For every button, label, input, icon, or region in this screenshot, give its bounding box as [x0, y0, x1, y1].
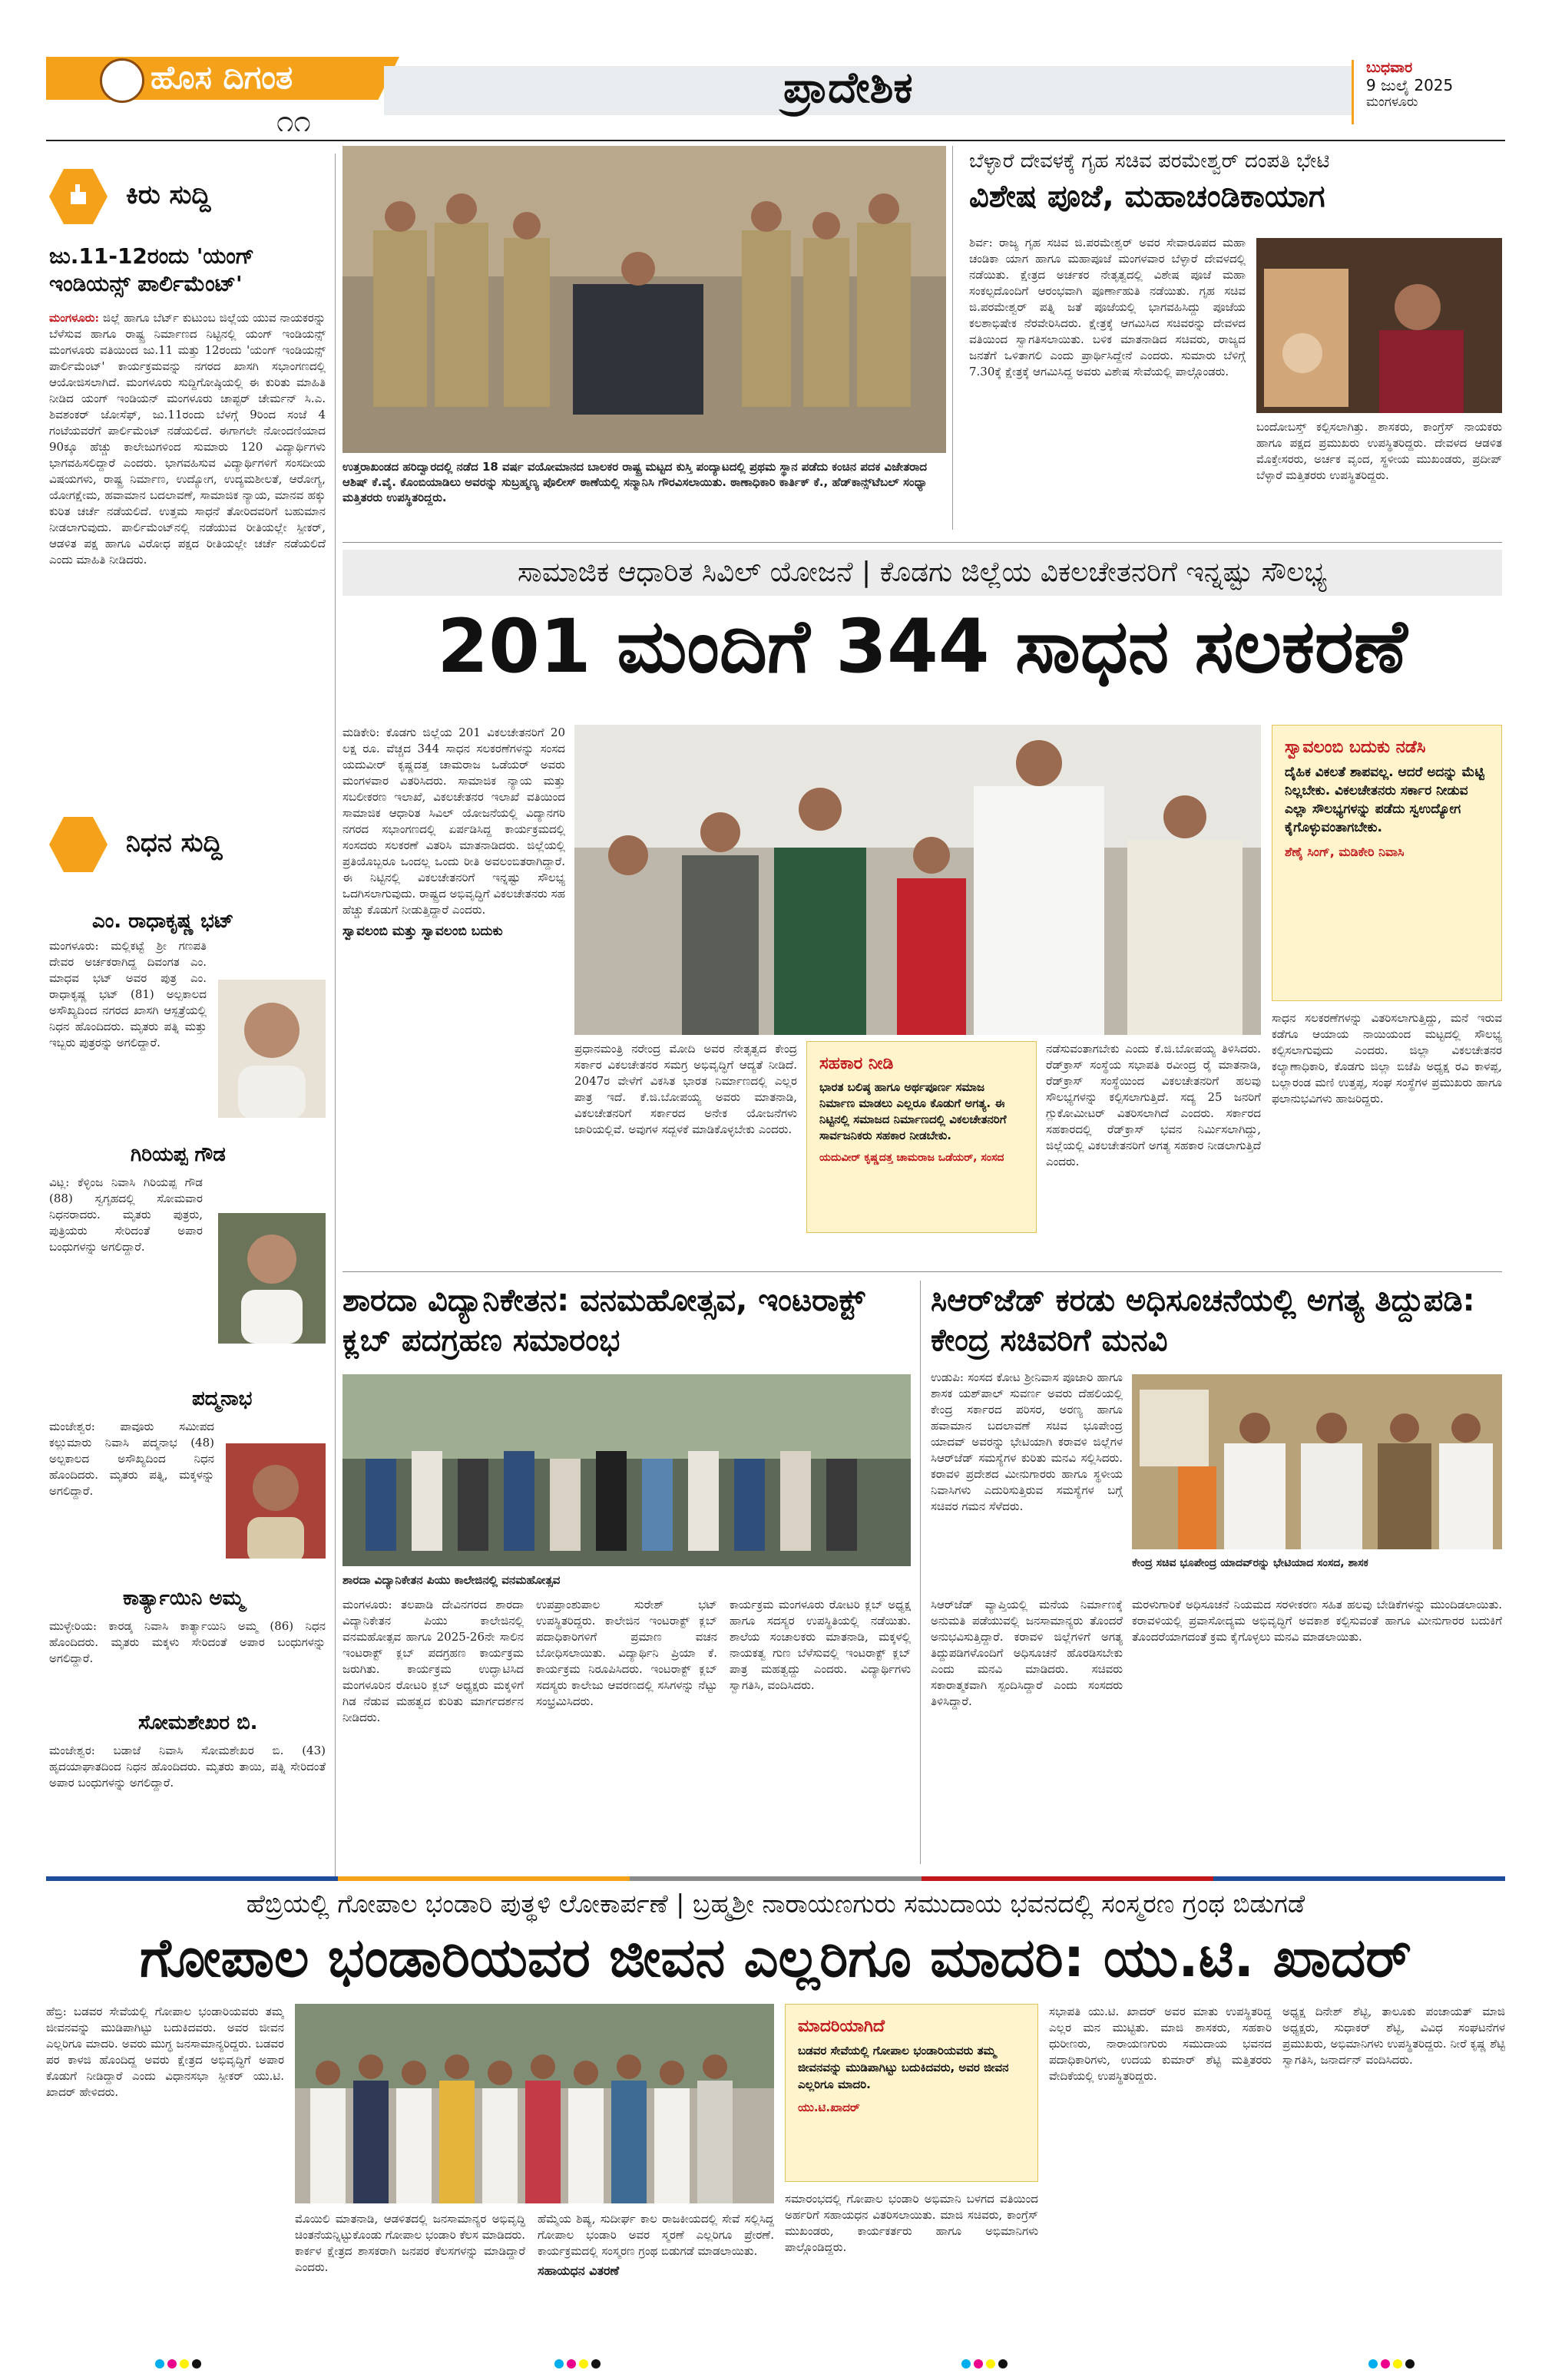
main-body-2: ಪ್ರಧಾನಮಂತ್ರಿ ನರೇಂದ್ರ ಮೋದಿ ಅವರ ನೇತೃತ್ವದ ಕೇಂದ್ರ ಸರ್ಕಾರ ವಿಕಲಚೇತನರ ಸಮಗ್ರ ಅಭಿವೃದ್ಧಿಗೆ ಆದ್ಯತೆ ನೀಡಿದೆ. 2047ರ ವೇಳೆಗೆ ವಿಕಸಿತ ಭಾರತ ನಿರ್ಮಾಣದಲ್ಲಿ ಎಲ್ಲರ ಪಾತ್ರ ಇದೆ. ಕೆ.ಜಿ.ಬೋಪಯ್ಯ ಅವರು ಮಾತನಾಡಿ, ವಿಕಲಚೇತನರಿಗೆ ಸರ್ಕಾರದ ಅನೇಕ ಯೋಜನೆಗಳು ಜಾರಿಯಲ್ಲಿವೆ. ಅವುಗಳ ಸದ್ಬಳಕೆ ಮಾಡಿಕೊಳ್ಳಬೇಕು ಎಂದರು.: [574, 1042, 797, 1136]
temple-headline: ವಿಶೇಷ ಪೂಜೆ, ಮಹಾಚಂಡಿಕಾಯಾಗ: [969, 179, 1325, 214]
temple-body-left: ಶಿರ್ವ: ರಾಜ್ಯ ಗೃಹ ಸಚಿವ ಜಿ.ಪರಮೇಶ್ವರ್ ಅವರ ಸೇವಾರೂಪದ ಮಹಾ ಚಂಡಿಕಾ ಯಾಗ ಹಾಗೂ ಮಹಾಪೂಜೆ ಮಂಗಳವಾರ ಬೆಳ್ಳಾರೆ ದೇವಳದಲ್ಲಿ ನಡೆಯಿತು. ಕ್ಷೇತ್ರದ ಅರ್ಚಕರ ನೇತೃತ್ವದಲ್ಲಿ ವಿಶೇಷ ಪೂಜೆ ಮಹಾ ಸಂಕಲ್ಪದೊಂದಿಗೆ ಆರಂಭವಾಗಿ ಪೂರ್ಣಾಹುತಿ ನಡೆಯಿತು. ಗೃಹ ಸಚಿವ ಜಿ.ಪರಮೇಶ್ವರ್ ಪತ್ನಿ ಜತೆ ಪೂಜೆಯಲ್ಲಿ ಭಾಗವಹಿಸಿದ್ದು ಪೂಜೆಯ ಕಲಶಾಭಿಷೇಕ ನೆರವೇರಿಸಿದರು. ಕ್ಷೇತ್ರಕ್ಕೆ ಆಗಮಿಸಿದ ಸಚಿವರನ್ನು ದೇವಳದ ವತಿಯಿಂದ ಸ್ವಾಗತಿಸಲಾಯಿತು. ಬಳಿಕ ಮಾತನಾಡಿದ ಸಚಿವರು, ರಾಜ್ಯದ ಜನತೆಗೆ ಒಳಿತಾಗಲಿ ಎಂದು ಪ್ರಾರ್ಥಿಸಿದ್ದೇನೆ ಎಂದರು. ಸುಮಾರು ಬೆಳಿಗ್ಗೆ 7.30ಕ್ಕೆ ಕ್ಷೇತ್ರಕ್ಕೆ ಆಗಮಿಸಿದ್ದ ಅವರು ವಿಶೇಷ ಸೇವೆಯಲ್ಲಿ ಪಾಲ್ಗೊಂಡರು.: [969, 236, 1246, 378]
main-body-1: [342, 725, 565, 1262]
main-headline: 201 ಮಂದಿಗೆ 344 ಸಾಧನ ಸಲಕರಣೆ: [437, 603, 1408, 689]
bottom-body-4: ಸಮಾರಂಭದಲ್ಲಿ ಗೋಪಾಲ ಭಂಡಾರಿ ಅಭಿಮಾನಿ ಬಳಗದ ವತಿಯಿಂದ ಅರ್ಹರಿಗೆ ಸಹಾಯಧನ ವಿತರಿಸಲಾಯಿತು. ಮಾಜಿ ಸಚಿವರು, ಕಾಂಗ್ರೆಸ್ ಮುಖಂಡರು, ಕಾರ್ಯಕರ್ತರು ಹಾಗೂ ಅಭಿಮಾನಿಗಳು ಪಾಲ್ಗೊಂಡಿದ್ದರು.: [785, 2192, 1038, 2254]
main-story-bottom-rule: [342, 1271, 1502, 1272]
quote-sahakara-body: ಭಾರತ ಬಲಿಷ್ಠ ಹಾಗೂ ಅರ್ಥಪೂರ್ಣ ಸಮಾಜ ನಿರ್ಮಾಣ ಮಾಡಲು ಎಲ್ಲರೂ ಕೊಡುಗೆ ಅಗತ್ಯ. ಈ ನಿಟ್ಟಿನಲ್ಲಿ ಸಮಾಜದ ನಿರ್ಮಾಣದಲ್ಲಿ ವಿಕಲಚೇತನರಿಗೆ ಸಾರ್ವಜನಿಕರು ಸಹಕಾರ ನೀಡಬೇಕು.: [819, 1080, 1007, 1142]
crz-photo: [1132, 1374, 1502, 1549]
registration-dots-right: [1367, 2357, 1416, 2372]
bottom-body-2: ಮೊಯಿಲಿ ಮಾತನಾಡಿ, ಆಡಳಿತದಲ್ಲಿ ಜನಸಾಮಾನ್ಯರ ಅಭಿವೃದ್ಧಿ ಚಿಂತನೆಯನ್ನಿಟ್ಟುಕೊಂಡು ಗೋಪಾಲ ಭಂಡಾರಿ ಕೆಲಸ ಮಾಡಿದರು. ಕಾರ್ಕಳ ಕ್ಷೇತ್ರದ ಶಾಸಕರಾಗಿ ಜನಪರ ಕೆಲಸಗಳನ್ನು ಮಾಡಿದ್ದಾರೆ ಎಂದರು.: [295, 2212, 525, 2274]
crz-caption: ಕೇಂದ್ರ ಸಚಿವ ಭೂಪೇಂದ್ರ ಯಾದವ್‌ರನ್ನು ಭೇಟಿಯಾದ ಸಂಸದ, ಶಾಸಕ: [1132, 1557, 1368, 1569]
temple-photo: [1256, 238, 1502, 413]
quote-swavalambi-by: ಶೆಣೈ ಸಿಂಗ್, ಮಡಿಕೇರಿ ನಿವಾಸಿ: [1285, 845, 1405, 859]
quote-madari-title: ಮಾದರಿಯಾಗಿದೆ: [798, 2017, 885, 2036]
main-subhead: ಸ್ವಾವಲಂಬಿ ಮತ್ತು ಸ್ವಾವಲಂಬಿ ಬದುಕು: [342, 924, 503, 939]
registration-dots-mid1: [553, 2357, 602, 2372]
quote-sahakara-by: ಯದುವೀರ್ ಕೃಷ್ಣದತ್ತ ಚಾಮರಾಜ ಒಡೆಯರ್, ಸಂಸದ: [819, 1152, 1004, 1164]
bottom-photo: [295, 2004, 774, 2203]
obit-photo-3: [226, 1443, 326, 1559]
bottom-body-3: [538, 2211, 774, 2342]
sharada-photo: [342, 1374, 911, 1566]
quote-sahakara: [806, 1041, 1037, 1233]
temple-body-right: ಬಂದೋಬಸ್ತ್ ಕಲ್ಪಿಸಲಾಗಿತ್ತು. ಶಾಸಕರು, ಕಾಂಗ್ರೆಸ್ ನಾಯಕರು ಹಾಗೂ ಪಕ್ಷದ ಪ್ರಮುಖರು ಉಪಸ್ಥಿತರಿದ್ದರು. ದೇವಳದ ಆಡಳಿತ ಮೊಕ್ತೇಸರರು, ಅರ್ಚಕ ವೃಂದ, ಸ್ಥಳೀಯ ಮುಖಂಡರು, ಪ್ರದೀಪ್ ಬೆಳ್ಳಾರೆ ಮತ್ತಿತರರು ಉಪಸ್ಥಿತರಿದ್ದರು.: [1256, 420, 1502, 482]
quote-swavalambi: [1272, 725, 1502, 1001]
police-caption: ಉತ್ತರಾಖಂಡದ ಹರಿದ್ವಾರದಲ್ಲಿ ನಡೆದ 18 ವರ್ಷ ವಯೋಮಾನದ ಬಾಲಕರ ರಾಷ್ಟ್ರ ಮಟ್ಟದ ಕುಸ್ತಿ ಪಂದ್ಯಾಟದಲ್ಲಿ ಪ್ರಥಮ ಸ್ಥಾನ ಪಡೆದು ಕಂಚಿನ ಪದಕ ವಿಜೇತರಾದ ಆಶಿಷ್ ಕೆ.ವೈ. ಕೊಂಬಿಯಾಡಿಲು ಅವರನ್ನು ಸುಬ್ರಹ್ಮಣ್ಯ ಪೊಲೀಸ್ ಠಾಣೆಯಲ್ಲಿ ಸನ್ಮಾನಿಸಿ ಗೌರವಿಸಲಾಯಿತು. ಠಾಣಾಧಿಕಾರಿ ಕಾರ್ತಿಕ್ ಕೆ., ಹೆಡ್‌ಕಾನ್ಸ್‌ಟೆಬಲ್ ಸಂಧ್ಯಾ ಮತ್ತಿತರರು ಉಪಸ್ಥಿತರಿದ್ದರು.: [342, 460, 928, 504]
obit-text-3: ಮಂಜೇಶ್ವರ: ಪಾವೂರು ಸಮೀಪದ ಕಲ್ಲುಮಾರು ನಿವಾಸಿ ಪದ್ಮನಾಭ (48) ಅಲ್ಪಕಾಲದ ಅಸೌಖ್ಯದಿಂದ ನಿಧನ ಹೊಂದಿದರು. ಮೃತರು ಪತ್ನಿ, ಮಕ್ಕಳನ್ನು ಅಗಲಿದ್ದಾರೆ.: [49, 1420, 214, 1498]
main-body-4: ಸಾಧನ ಸಲಕರಣೆಗಳನ್ನು ವಿತರಿಸಲಾಗುತ್ತಿದ್ದು, ಮನೆ ಇರುವ ಕಡೆಗೂ ಆಯಾಯ ನಾಯಿಯಂದ ಮಟ್ಟದಲ್ಲಿ ಸೌಲಭ್ಯ ಕಲ್ಪಿಸಲಾಗುವುದು ಎಂದರು. ಜಿಲ್ಲಾ ವಿಕಲಚೇತನರ ಕಲ್ಯಾಣಾಧಿಕಾರಿ, ಕೊಡಗು ಜಿಲ್ಲಾ ಬಿಜೆಪಿ ಅಧ್ಯಕ್ಷ ರವಿ ಕಾಳಪ್ಪ, ಬಲ್ಲಾರಂಡ ಮಣಿ ಉತ್ತಪ್ಪ, ಸಂಘ ಸಂಸ್ಥೆಗಳ ಪ್ರಮುಖರು ಹಾಗೂ ಫಲಾನುಭವಿಗಳು ಹಾಜರಿದ್ದರು.: [1272, 1011, 1502, 1106]
obit-text-1: ಮಂಗಳೂರು: ಮಲ್ಲಿಕಟ್ಟೆ ಶ್ರೀ ಗಣಪತಿ ದೇವರ ಅರ್ಚಕರಾಗಿದ್ದ ದಿವಂಗತ ಎಂ. ಮಾಧವ ಭಟ್ ಅವರ ಪುತ್ರ ಎಂ. ರಾಧಾಕೃಷ್ಣ ಭಟ್ (81) ಅಲ್ಪಕಾಲದ ಅಸೌಖ್ಯದಿಂದ ನಗರದ ಖಾಸಗಿ ಆಸ್ಪತ್ರೆಯಲ್ಲಿ ನಿಧನ ಹೊಂದಿದರು. ಮೃತರು ಪತ್ನಿ ಮತ್ತು ಇಬ್ಬರು ಪುತ್ರರನ್ನು ಅಗಲಿದ್ದಾರೆ.: [49, 939, 207, 1050]
quote-madari: [785, 2004, 1038, 2182]
kiru-text: ಜಿಲ್ಲೆ ಹಾಗೂ ಬೆರ್ಟ್ ಕುಟುಂಬ ಜಿಲ್ಲೆಯ ಯುವ ನಾಯಕರನ್ನು ಬೆಳೆಸುವ ಹಾಗೂ ರಾಷ್ಟ್ರ ನಿರ್ಮಾಣದ ನಿಟ್ಟಿನಲ್ಲಿ ಯಂಗ್ ಇಂಡಿಯನ್ಸ್ ಮಂಗಳೂರು ವತಿಯಿಂದ ಜು.11 ಮತ್ತು 12ರಂದು 'ಯಂಗ್ ಇಂಡಿಯನ್ಸ್ ಪಾರ್ಲಿಮೆಂಟ್' ಕಾರ್ಯಕ್ರಮವನ್ನು ನಗರದ ಖಾಸಗಿ ಸಭಾಂಗಣದಲ್ಲಿ ಆಯೋಜಿಸಲಾಗಿದೆ. ಮಂಗಳೂರು ಸುದ್ದಿಗೋಷ್ಠಿಯಲ್ಲಿ ಈ ಕುರಿತು ಮಾಹಿತಿ ನೀಡಿದ ಯಂಗ್ ಇಂಡಿಯನ್ ಮಂಗಳೂರು ಚಾಪ್ಟರ್ ಚೇರ್ಮನ್ ಸಿ.ಎ. ಶಿವಶಂಕರ್ ಜೋಸೆಫ್, ಜು.11ರಂದು ಬೆಳಗ್ಗೆ 9ರಿಂದ ಸಂಜೆ 4 ಗಂಟೆಯವರೆಗೆ ಪಾರ್ಲಿಮೆಂಟ್ ನಡೆಯಲಿದೆ. ಈಗಾಗಲೇ ನೋಂದಣಿಯಾದ 90ಕ್ಕೂ ಹೆಚ್ಚು ಕಾಲೇಜುಗಳಿಂದ ಸುಮಾರು 120 ವಿದ್ಯಾರ್ಥಿಗಳು ಭಾಗವಹಿಸಲಿದ್ದಾರೆ ಎಂದರು. ಭಾಗವಹಿಸುವ ವಿದ್ಯಾರ್ಥಿಗಳಿಗೆ ಸಂಸದೀಯ ವಿಷಯಗಳು, ರಾಷ್ಟ್ರ ನಿರ್ಮಾಣ, ಉದ್ಯೋಗ, ಉದ್ಯಮಶೀಲತೆ, ಆರೋಗ್ಯ, ಯೋಗಕ್ಷೇಮ, ಹವಾಮಾನ ಬದಲಾವಣೆ, ಸಾಮಾಜಿಕ ನ್ಯಾಯ, ಮಾನವ ಹಕ್ಕು ಕುರಿತ ಚರ್ಚೆ ನಡೆಯಲಿದೆ. ಉತ್ತಮ ಸಾಧನೆ ತೋರಿದವರಿಗೆ ಬಹುಮಾನ ನೀಡಲಾಗುವುದು. ಪಾರ್ಲಿಮೆಂಟ್‌ನಲ್ಲಿ ನಡೆಯುವ ರೀತಿಯಲ್ಲೇ ಸ್ಪೀಕರ್, ಆಡಳಿತ ಪಕ್ಷ ಹಾಗೂ ವಿರೋಧ ಪಕ್ಷದ ರೀತಿಯಲ್ಲೇ ಚರ್ಚೆ ನಡೆಯಲಿದೆ ಎಂದು ಮಾಹಿತಿ ನೀಡಿದರು.: [49, 311, 326, 567]
date-block: [1352, 60, 1520, 124]
section-title: ಪ್ರಾದೇಶಿಕ: [783, 63, 913, 113]
registration-dots-mid2: [960, 2357, 1009, 2372]
kiru-headline: ಜು.11-12ರಂದು 'ಯಂಗ್ ಇಂಡಿಯನ್ಸ್ ಪಾರ್ಲಿಮೆಂಟ್': [49, 243, 255, 296]
masthead: [46, 45, 1505, 137]
bottom-body-3-text: ಹೆಮ್ಮೆಯ ಶಿಷ್ಯ, ಸುದೀರ್ಘ ಕಾಲ ರಾಜಕೀಯದಲ್ಲಿ ಸೇವೆ ಸಲ್ಲಿಸಿದ್ದ ಗೋಪಾಲ ಭಂಡಾರಿ ಅವರ ಸ್ಮರಣೆ ಎಲ್ಲರಿಗೂ ಪ್ರೇರಣೆ. ಕಾರ್ಯಕ್ರಮದಲ್ಲಿ ಸಂಸ್ಮರಣ ಗ್ರಂಥ ಬಿಡುಗಡೆ ಮಾಡಲಾಯಿತು.: [538, 2212, 774, 2258]
date-day: ಬುಧವಾರ: [1366, 59, 1413, 76]
crz-body-mid: ಸಿಆರ್‌ಜೆಡ್ ವ್ಯಾಪ್ತಿಯಲ್ಲಿ ಮನೆಯ ನಿರ್ಮಾಣಕ್ಕೆ ಅನುಮತಿ ಪಡೆಯುವಲ್ಲಿ ಜನಸಾಮಾನ್ಯರು ತೊಂದರೆ ಅನುಭವಿಸುತ್ತಿದ್ದಾರೆ. ಕರಾವಳಿ ಜಿಲ್ಲೆಗಳಿಗೆ ಅಗತ್ಯ ತಿದ್ದುಪಡಿಗಳೊಂದಿಗೆ ಅಧಿಸೂಚನೆ ಹೊರಡಿಸಬೇಕು ಎಂದು ಮನವಿ ಮಾಡಿದರು. ಸಚಿವರು ಸಕಾರಾತ್ಮಕವಾಗಿ ಸ್ಪಂದಿಸಿದ್ದಾರೆ ಎಂದು ಸಂಸದರು ತಿಳಿಸಿದ್ದಾರೆ.: [931, 1598, 1123, 1708]
crz-body-left: ಉಡುಪಿ: ಸಂಸದ ಕೋಟ ಶ್ರೀನಿವಾಸ ಪೂಜಾರಿ ಹಾಗೂ ಶಾಸಕ ಯಶ್‌ಪಾಲ್ ಸುವರ್ಣ ಅವರು ದೆಹಲಿಯಲ್ಲಿ ಕೇಂದ್ರ ಸರ್ಕಾರದ ಪರಿಸರ, ಅರಣ್ಯ ಹಾಗೂ ಹವಾಮಾನ ಬದಲಾವಣೆ ಸಚಿವ ಭೂಪೇಂದ್ರ ಯಾದವ್ ಅವರನ್ನು ಭೇಟಿಯಾಗಿ ಕರಾವಳಿ ಜಿಲ್ಲೆಗಳ ಸಿಆರ್‌ಜೆಡ್ ಸಮಸ್ಯೆಗಳ ಕುರಿತು ಮನವಿ ಸಲ್ಲಿಸಿದರು. ಕರಾವಳಿ ಪ್ರದೇಶದ ಮೀನುಗಾರರು ಹಾಗೂ ಸ್ಥಳೀಯ ನಿವಾಸಿಗಳು ಎದುರಿಸುತ್ತಿರುವ ಸಮಸ್ಯೆಗಳ ಬಗ್ಗೆ ಸಚಿವರ ಗಮನ ಸೆಳೆದರು.: [931, 1370, 1123, 1513]
paper-logo: [46, 52, 384, 139]
quote-sahakara-title: ಸಹಕಾರ ನೀಡಿ: [819, 1054, 894, 1073]
date-city: ಮಂಗಳೂರು: [1366, 94, 1418, 110]
quote-swavalambi-body: ದೈಹಿಕ ವಿಕಲತೆ ಶಾಪವಲ್ಲ. ಆದರೆ ಅದನ್ನು ಮೆಟ್ಟಿ ನಿಲ್ಲಬೇಕು. ವಿಕಲಚೇತನರು ಸರ್ಕಾರ ನೀಡುವ ಎಲ್ಲಾ ಸೌಲಭ್ಯಗಳನ್ನು ಪಡೆದು ಸ್ವಉದ್ಯೋಗ ಕೈಗೊಳ್ಳುವಂತಾಗಬೇಕು.: [1285, 765, 1484, 835]
bottom-headline: ಗೋಪಾಲ ಭಂಡಾರಿಯವರ ಜೀವನ ಎಲ್ಲರಿಗೂ ಮಾದರಿ: ಯು.ಟಿ. ಖಾದರ್: [139, 1926, 1412, 1989]
main-photo: [574, 725, 1261, 1035]
sharada-headline: ಶಾರದಾ ವಿದ್ಯಾನಿಕೇತನ: ವನಮಹೋತ್ಸವ, ಇಂಟರಾಕ್ಟ್ ಕ್ಲಬ್ ಪದಗ್ರಹಣ ಸಮಾರಂಭ: [342, 1283, 865, 1358]
hand-icon: [49, 169, 108, 224]
sharada-caption: ಶಾರದಾ ವಿದ್ಯಾನಿಕೇತನ ಪಿಯು ಕಾಲೇಜಿನಲ್ಲಿ ವನಮಹೋತ್ಸವ: [342, 1573, 561, 1587]
main-story-top-rule: [342, 542, 1502, 543]
registration-dots-left: [154, 2357, 203, 2372]
sharada-body-2: ಉಪಪ್ರಾಂಶುಪಾಲ ಸುರೇಶ್ ಭಟ್ ಉಪಸ್ಥಿತರಿದ್ದರು. ಕಾಲೇಜಿನ ಇಂಟರಾಕ್ಟ್ ಕ್ಲಬ್ ಪದಾಧಿಕಾರಿಗಳಿಗೆ ಪ್ರಮಾಣ ವಚನ ಬೋಧಿಸಲಾಯಿತು. ವಿದ್ಯಾರ್ಥಿನಿ ಪ್ರಿಯಾ ಕೆ. ಕಾರ್ಯಕ್ರಮ ನಿರೂಪಿಸಿದರು. ಇಂಟರಾಕ್ಟ್ ಕ್ಲಬ್ ಸದಸ್ಯರು ಕಾಲೇಜು ಆವರಣದಲ್ಲಿ ಸಸಿಗಳನ್ನು ನೆಟ್ಟು ಸಂಭ್ರಮಿಸಿದರು.: [536, 1598, 717, 1708]
sharada-crz-rule: [920, 1281, 921, 1864]
main-body-3: ನಡೆಸುವಂತಾಗಬೇಕು ಎಂದು ಕೆ.ಜಿ.ಬೋಪಯ್ಯ ತಿಳಿಸಿದರು. ರೆಡ್‌ಕ್ರಾಸ್ ಸಂಸ್ಥೆಯ ಸಭಾಪತಿ ರವೀಂದ್ರ ರೈ ಮಾತನಾಡಿ, ರೆಡ್‌ಕ್ರಾಸ್ ಸಂಸ್ಥೆಯಿಂದ ವಿಕಲಚೇತನರಿಗೆ ಹಲವು ಸೌಲಭ್ಯಗಳನ್ನು ಕಲ್ಪಿಸಲಾಗುತ್ತಿದೆ. ಸದ್ಯ 25 ಜನರಿಗೆ ಗ್ಲುಕೋಮೀಟರ್ ವಿತರಿಸಲಾಗಿದೆ ಎಂದರು. ಸರ್ಕಾರದ ಸಹಕಾರದಲ್ಲಿ ರೆಡ್‌ಕ್ರಾಸ್ ಭವನ ನಿರ್ಮಿಸಲಾಗಿದ್ದು, ಜಿಲ್ಲೆಯಲ್ಲಿ ವಿಕಲಚೇತನರಿಗೆ ಅಗತ್ಯ ಸಹಕಾರ ನೀಡಲಾಗುತ್ತಿದೆ ಎಂದರು.: [1046, 1042, 1261, 1169]
obit-name-1: ಎಂ. ರಾಧಾಕೃಷ್ಣ ಭಟ್: [92, 910, 234, 933]
date-text: 9 ಜುಲೈ 2025: [1366, 75, 1454, 94]
sharada-body-3: ಕಾರ್ಯಕ್ರಮ ಮಂಗಳೂರು ರೋಟರಿ ಕ್ಲಬ್ ಅಧ್ಯಕ್ಷ ಹಾಗೂ ಸದಸ್ಯರ ಉಪಸ್ಥಿತಿಯಲ್ಲಿ ನಡೆಯಿತು. ಶಾಲೆಯ ಸಂಚಾಲಕರು ಮಾತನಾಡಿ, ಮಕ್ಕಳಲ್ಲಿ ನಾಯಕತ್ವ ಗುಣ ಬೆಳೆಸುವಲ್ಲಿ ಇಂಟರಾಕ್ಟ್ ಕ್ಲಬ್ ಪಾತ್ರ ಮಹತ್ವದ್ದು ಎಂದರು. ವಿದ್ಯಾರ್ಥಿಗಳು ಸ್ವಾಗತಿಸಿ, ವಂದಿಸಿದರು.: [730, 1598, 911, 1692]
obit-photo-2: [218, 1213, 326, 1344]
nidhana-label-box: [49, 817, 326, 872]
bottom-kicker: ಹೆಬ್ರಿಯಲ್ಲಿ ಗೋಪಾಲ ಭಂಡಾರಿ ಪುತ್ಥಳಿ ಲೋಕಾರ್ಪಣೆ | ಬ್ರಹ್ಮಶ್ರೀ ನಾರಾಯಣಗುರು ಸಮುದಾಯ ಭವನದಲ್ಲಿ ಸಂಸ್ಮರಣ ಗ್ರಂಥ ಬಿಡುಗಡೆ: [246, 1889, 1305, 1919]
crz-body-right: ಮರಳುಗಾರಿಕೆ ಅಧಿಸೂಚನೆ ನಿಯಮದ ಸರಳೀಕರಣ ಸಹಿತ ಹಲವು ಬೇಡಿಕೆಗಳನ್ನು ಮುಂದಿಡಲಾಯಿತು. ಕರಾವಳಿಯಲ್ಲಿ ಪ್ರವಾಸೋದ್ಯಮ ಅಭಿವೃದ್ಧಿಗೆ ಅವಕಾಶ ಕಲ್ಪಿಸುವಂತೆ ಹಾಗೂ ಮೀನುಗಾರರ ಬದುಕಿಗೆ ತೊಂದರೆಯಾಗದಂತೆ ಕ್ರಮ ಕೈಗೊಳ್ಳಲು ಮನವಿ ಮಾಡಲಾಯಿತು.: [1132, 1598, 1502, 1644]
obit-text-5: ಮಂಜೇಶ್ವರ: ಬಡಾಜೆ ನಿವಾಸಿ ಸೋಮಶೇಖರ ಬಿ. (43) ಹೃದಯಾಘಾತದಿಂದ ನಿಧನ ಹೊಂದಿದರು. ಮೃತರು ತಾಯಿ, ಪತ್ನಿ ಸೇರಿದಂತೆ ಅಪಾರ ಬಂಧುಗಳನ್ನು ಅಗಲಿದ್ದಾರೆ.: [49, 1744, 326, 1790]
left-column-rule: [335, 154, 336, 1881]
quote-swavalambi-title: ಸ್ವಾವಲಂಬಿ ಬದುಕು ನಡೆಸಿ: [1285, 738, 1426, 757]
kiru-body: [49, 310, 326, 786]
main-kicker: ಸಾಮಾಜಿಕ ಆಧಾರಿತ ಸಿವಿಲ್ ಯೋಜನೆ | ಕೊಡಗು ಜಿಲ್ಲೆಯ ವಿಕಲಚೇತನರಿಗೆ ಇನ್ನಷ್ಟು ಸೌಲಭ್ಯ: [518, 557, 1327, 588]
obit-name-4: ಕಾರ್ತ್ಯಾಯಿನಿ ಅಮ್ಮ: [123, 1587, 244, 1610]
nidhana-label: ನಿಧನ ಸುದ್ದಿ: [126, 828, 223, 858]
section-divider: [46, 1876, 1505, 1881]
obit-text-2: ವಿಟ್ಲ: ಕೆಳ್ಳಿಂಜ ನಿವಾಸಿ ಗಿರಿಯಪ್ಪ ಗೌಡ (88) ಸ್ವಗೃಹದಲ್ಲಿ ಸೋಮವಾರ ನಿಧನರಾದರು. ಮೃತರು ಪುತ್ರರು, ಪುತ್ರಿಯರು ಸೇರಿದಂತೆ ಅಪಾರ ಬಂಧುಗಳನ್ನು ಅಗಲಿದ್ದಾರೆ.: [49, 1175, 203, 1254]
paper-name: ಹೊಸ ದಿಗಂತ: [151, 58, 293, 96]
kiru-label: ಕಿರು ಸುದ್ದಿ: [126, 180, 211, 210]
bottom-body-6: ಅಧ್ಯಕ್ಷ ದಿನೇಶ್ ಶೆಟ್ಟಿ, ತಾಲೂಕು ಪಂಚಾಯತ್ ಮಾಜಿ ಅಧ್ಯಕ್ಷರು, ಸುಧಾಕರ್ ಶೆಟ್ಟಿ, ವಿವಿಧ ಸಂಘಟನೆಗಳ ಪ್ರಮುಖರು, ಅಭಿಮಾನಿಗಳು ಉಪಸ್ಥಿತರಿದ್ದರು. ನೀರೆ ಕೃಷ್ಣ ಶೆಟ್ಟಿ ಸ್ವಾಗತಿಸಿ, ಜನಾರ್ದನ್ ವಂದಿಸಿದರು.: [1282, 2005, 1505, 2067]
temple-kicker: ಬೆಳ್ಳಾರೆ ದೇವಳಕ್ಕೆ ಗೃಹ ಸಚಿವ ಪರಮೇಶ್ವರ್ ದಂಪತಿ ಭೇಟಿ: [969, 150, 1330, 173]
bottom-body-5: ಸಭಾಪತಿ ಯು.ಟಿ. ಖಾದರ್ ಅವರ ಮಾತು ಉಪಸ್ಥಿತರಿದ್ದ ಎಲ್ಲರ ಮನ ಮುಟ್ಟಿತು. ಮಾಜಿ ಶಾಸಕರು, ಸಹಕಾರಿ ಧುರೀಣರು, ನಾರಾಯಣಗುರು ಸಮುದಾಯ ಭವನದ ಪದಾಧಿಕಾರಿಗಳು, ಉದಯ ಕುಮಾರ್ ಶೆಟ್ಟಿ ಮತ್ತಿತರರು ವೇದಿಕೆಯಲ್ಲಿ ಉಪಸ್ಥಿತರಿದ್ದರು.: [1049, 2005, 1272, 2083]
masthead-underline: [46, 140, 1505, 141]
obit-text-4: ಮುಳ್ಳೇರಿಯ: ಕಾರಡ್ಕ ನಿವಾಸಿ ಕಾರ್ತ್ಯಾಯಿನಿ ಅಮ್ಮ (86) ನಿಧನ ಹೊಂದಿದರು. ಮೃತರು ಮಕ್ಕಳು ಸೇರಿದಂತೆ ಅಪಾರ ಬಂಧುಗಳನ್ನು ಅಗಲಿದ್ದಾರೆ.: [49, 1619, 326, 1665]
kiru-dateline: ಮಂಗಳೂರು:: [49, 311, 99, 325]
nidhana-hex-icon: [49, 817, 108, 872]
bottom-body-1: ಹೆಬ್ರಿ: ಬಡವರ ಸೇವೆಯಲ್ಲಿ ಗೋಪಾಲ ಭಂಡಾರಿಯವರು ತಮ್ಮ ಜೀವನವನ್ನು ಮುಡಿಪಾಗಿಟ್ಟು ಬದುಕಿದವರು. ಅವರ ಜೀವನ ಎಲ್ಲರಿಗೂ ಮಾದರಿ. ಅವರು ಮುಗ್ಧ ಜನಸಾಮಾನ್ಯರಿದ್ದರು. ಬಡವರ ಪರ ಕಾಳಜಿ ಹೊಂದಿದ್ದ ಅವರು ಕ್ಷೇತ್ರದ ಅಭಿವೃದ್ಧಿಗೆ ಅಪಾರ ಕೊಡುಗೆ ನೀಡಿದ್ದಾರೆ ಎಂದು ವಿಧಾನಸಭಾ ಸ್ಪೀಕರ್ ಯು.ಟಿ. ಖಾದರ್ ಹೇಳಿದರು.: [46, 2005, 284, 2099]
obit-name-5: ಸೋಮಶೇಖರ ಬಿ.: [138, 1711, 258, 1734]
quote-madari-body: ಬಡವರ ಸೇವೆಯಲ್ಲಿ ಗೋಪಾಲ ಭಂಡಾರಿಯವರು ತಮ್ಮ ಜೀವನವನ್ನು ಮುಡಿಪಾಗಿಟ್ಟು ಬದುಕಿದವರು, ಅವರ ಜೀವನ ಎಲ್ಲರಿಗೂ ಮಾದರಿ.: [798, 2044, 1009, 2091]
sharada-body-1: ಮಂಗಳೂರು: ತಲಪಾಡಿ ದೇವಿನಗರದ ಶಾರದಾ ವಿದ್ಯಾನಿಕೇತನ ಪಿಯು ಕಾಲೇಜಿನಲ್ಲಿ ವನಮಹೋತ್ಸವ ಹಾಗೂ 2025-26ನೇ ಸಾಲಿನ ಇಂಟರಾಕ್ಟ್ ಕ್ಲಬ್ ಪದಗ್ರಹಣ ಕಾರ್ಯಕ್ರಮ ಜರುಗಿತು. ಕಾರ್ಯಕ್ರಮ ಉದ್ಘಾಟಿಸಿದ ಮಂಗಳೂರಿನ ರೋಟರಿ ಕ್ಲಬ್ ಅಧ್ಯಕ್ಷರು ಮಕ್ಕಳಿಗೆ ಗಿಡ ನೆಡುವ ಮಹತ್ವದ ಕುರಿತು ಮಾರ್ಗದರ್ಶನ ನೀಡಿದರು.: [342, 1598, 524, 1724]
kiru-label-box: [49, 169, 326, 224]
crz-headline: ಸಿಆರ್‌ಜೆಡ್ ಕರಡು ಅಧಿಸೂಚನೆಯಲ್ಲಿ ಅಗತ್ಯ ತಿದ್ದುಪಡಿ: ಕೇಂದ್ರ ಸಚಿವರಿಗೆ ಮನವಿ: [931, 1283, 1475, 1358]
police-temple-rule: [952, 146, 953, 530]
bottom-subhead: ಸಹಾಯಧನ ವಿತರಣೆ: [538, 2263, 620, 2278]
police-photo: [342, 146, 946, 453]
obit-photo-1: [218, 980, 326, 1118]
obit-name-2: ಗಿರಿಯಪ್ಪ ಗೌಡ: [131, 1143, 226, 1166]
main-body-1-text: ಮಡಿಕೇರಿ: ಕೊಡಗು ಜಿಲ್ಲೆಯ 201 ವಿಕಲಚೇತನರಿಗೆ 20 ಲಕ್ಷ ರೂ. ವೆಚ್ಚದ 344 ಸಾಧನ ಸಲಕರಣೆಗಳನ್ನು ಸಂಸದ ಯದುವೀರ್ ಕೃಷ್ಣದತ್ತ ಚಾಮರಾಜ ಒಡೆಯರ್ ಅವರು ಮಂಗಳವಾರ ವಿತರಿಸಿದರು. ಸಾಮಾಜಿಕ ನ್ಯಾಯ ಮತ್ತು ಸಬಲೀಕರಣ ಇಲಾಖೆ, ವಿಕಲಚೇತನರ ಇಲಾಖೆ ವತಿಯಿಂದ ಸಾಮಾಜಿಕ ಆಧಾರಿತ ಸಿವಿಲ್ ಯೋಜನೆಯಲ್ಲಿ ವಿದ್ಯಾನಗರಿ ನಗರದ ಸಭಾಂಗಣದಲ್ಲಿ ಏರ್ಪಡಿಸಿದ್ದ ಕಾರ್ಯಕ್ರಮದಲ್ಲಿ ಸಂಸದರು ಸಲಕರಣೆ ವಿತರಿಸಿ ಮಾತನಾಡಿದರು. ಜಿಲ್ಲೆಯಲ್ಲಿ ಪ್ರತಿಯೊಬ್ಬರೂ ಒಂದಲ್ಲ ಒಂದು ರೀತಿ ಅವಲಂಬಿತರಾಗಿದ್ದಾರೆ. ಈ ನಿಟ್ಟಿನಲ್ಲಿ ವಿಕಲಚೇತನರಿಗೆ ಇನ್ನಷ್ಟು ಸೌಲಭ್ಯ ಒದಗಿಸಲಾಗುವುದು. ರಾಷ್ಟ್ರದ ಅಭಿವೃದ್ಧಿಗೆ ವಿಕಲಚೇತನರು ಸಹ ಹೆಚ್ಚು ಕೊಡುಗೆ ನೀಡುತ್ತಿದ್ದಾರೆ ಎಂದರು.: [342, 726, 565, 917]
obit-name-3: ಪದ್ಮನಾಭ: [192, 1387, 253, 1410]
quote-madari-by: ಯು.ಟಿ.ಖಾದರ್: [798, 2101, 860, 2114]
page-number: ೧೧: [276, 104, 311, 139]
logo-emblem-icon: [100, 58, 144, 103]
